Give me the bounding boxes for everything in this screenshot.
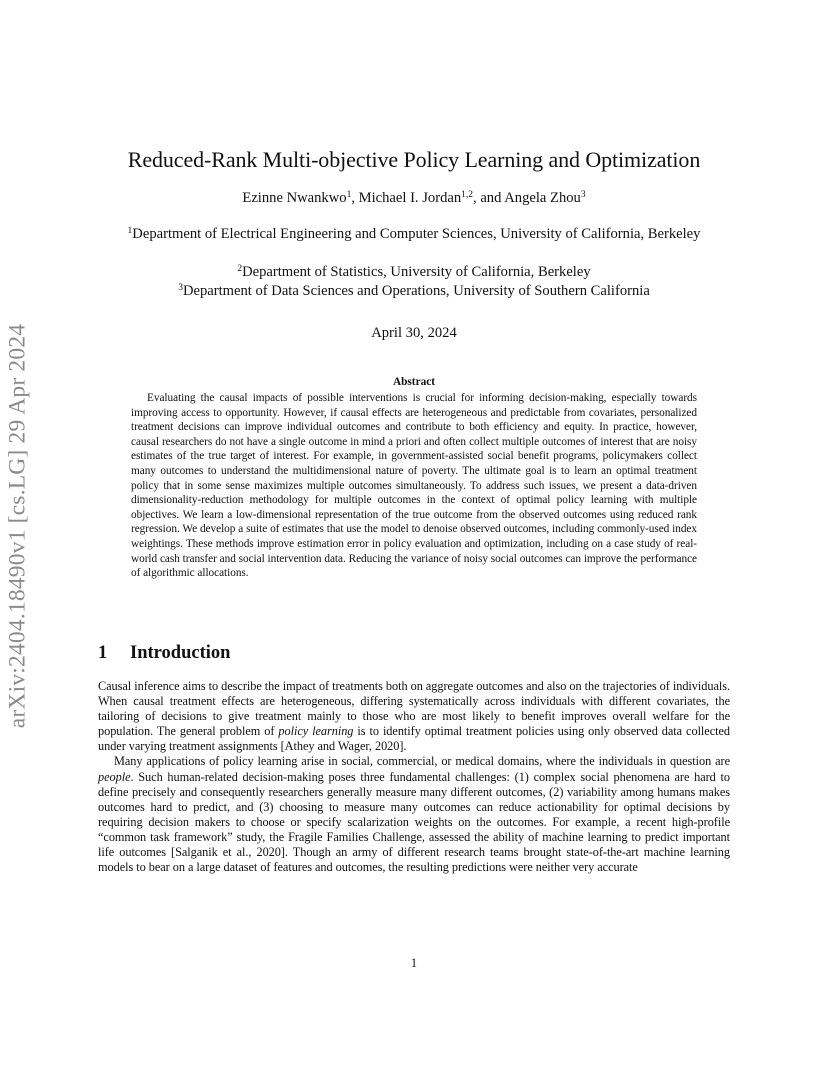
emphasized-term: people [98,769,131,784]
author-affil-sup: 1 [346,190,352,200]
author-affil-sup: 1,2 [461,190,474,200]
author-separator: , [351,190,359,206]
paragraph-text: Causal inference aims to describe the impact of treatments both on aggregate outcomes and also on the trajectories of individuals. When causal treatment effects are heterogeneous, differing systematically across individuals with different covariates, the tailoring of decisions to give treatment mainly to those who are most likely to benefit improves overall welfare for the population. The general problem of [98,679,730,739]
section-heading [98,643,230,664]
affiliation-text: Department of Electrical Engineering and Computer Sciences, University of California, Berkeley [132,226,701,242]
affiliation-2 [100,263,728,282]
emphasized-term: policy learning [278,724,354,739]
body-paragraph [98,754,730,875]
affiliation-text: Department of Data Sciences and Operations, University of Southern California [182,283,650,299]
author-name: Angela Zhou [504,190,581,206]
paragraph-text: . Such human-related decision-making poses three fundamental challenges: (1) complex social phenomena are hard to define precisely and consequently researchers generally measure many different outcomes, (2) variability among humans makes outcomes hard to predict, and (3) choosing to measure many outcomes can reduce actionability for optimal decisions by requiring decision makers to choose or specify scalarization weights on the outcomes. For example, a recent high-profile “common task framework” study, the Fragile Families Challenge, assessed the ability of machine learning to predict important life outcomes [Salganik et al., 2020]. Though an army of different research teams brought state-of-the-art machine learning models to bear on a large dataset of features and outcomes, the resulting predictions were neither very accurate [98,769,730,875]
affiliation-sup: 1 [127,226,133,236]
author-affil-sup: 3 [580,190,586,200]
section-title: Introduction [130,643,231,663]
paper-title: Reduced-Rank Multi-objective Policy Learning and Optimization [127,147,701,172]
page-number: 1 [410,956,418,970]
section-body [98,679,730,875]
author-separator: , and [473,190,505,206]
section-number: 1 [98,643,108,663]
paragraph-text: Many applications of policy learning arise in social, commercial, or medical domains, where the individuals in question are [114,754,730,769]
abstract-body: Evaluating the causal impacts of possible interventions is crucial for informing decision-making, especially towards improving access to opportunity. However, if causal effects are heterogeneous and predictable from covariates, personalized treatment decisions can improve individual outcomes and contribute to both efficiency and equity. In practice, however, causal researchers do not have a single outcome in mind a priori and often collect multiple outcomes of interest that are noisy estimates of the true target of interest. For example, in government-assisted social benefit programs, policymakers collect many outcomes to understand the multidimensional nature of poverty. The ultimate goal is to learn an optimal treatment policy that in some sense maximizes multiple outcomes simultaneously. To address such issues, we present a data-driven dimensionality-reduction methodology for multiple outcomes in the context of optimal policy learning with multiple objectives. We learn a low-dimensional representation of the true outcome from the observed outcomes using reduced rank regression. We develop a suite of estimates that use the model to denoise observed outcomes, including commonly-used index weightings. These methods improve estimation error in policy evaluation and optimization, including on a case study of real-world cash transfer and social intervention data. Reducing the variance of noisy social outcomes can improve the performance of algorithmic allocations. [131,392,697,580]
affiliation-1 [100,225,728,244]
author-list [0,190,828,207]
affiliation-3 [80,282,748,301]
abstract-heading: Abstract [392,376,436,388]
publication-date: April 30, 2024 [371,325,457,341]
affiliation-sup: 3 [178,283,183,293]
body-paragraph [98,679,730,754]
affiliation-sup: 2 [237,264,243,274]
affiliation-text: Department of Statistics, University of California, Berkeley [242,264,591,280]
arxiv-id-text: arXiv:2404.18490v1 [cs.LG] 29 Apr 2024 [4,323,31,729]
author-name: Michael I. Jordan [358,190,462,206]
author-name: Ezinne Nwankwo [242,190,347,206]
paragraph-text: is to identify optimal treatment policies using only observed data collected under varying treatment assignments [Athey and Wager, 2020]. [98,724,730,754]
